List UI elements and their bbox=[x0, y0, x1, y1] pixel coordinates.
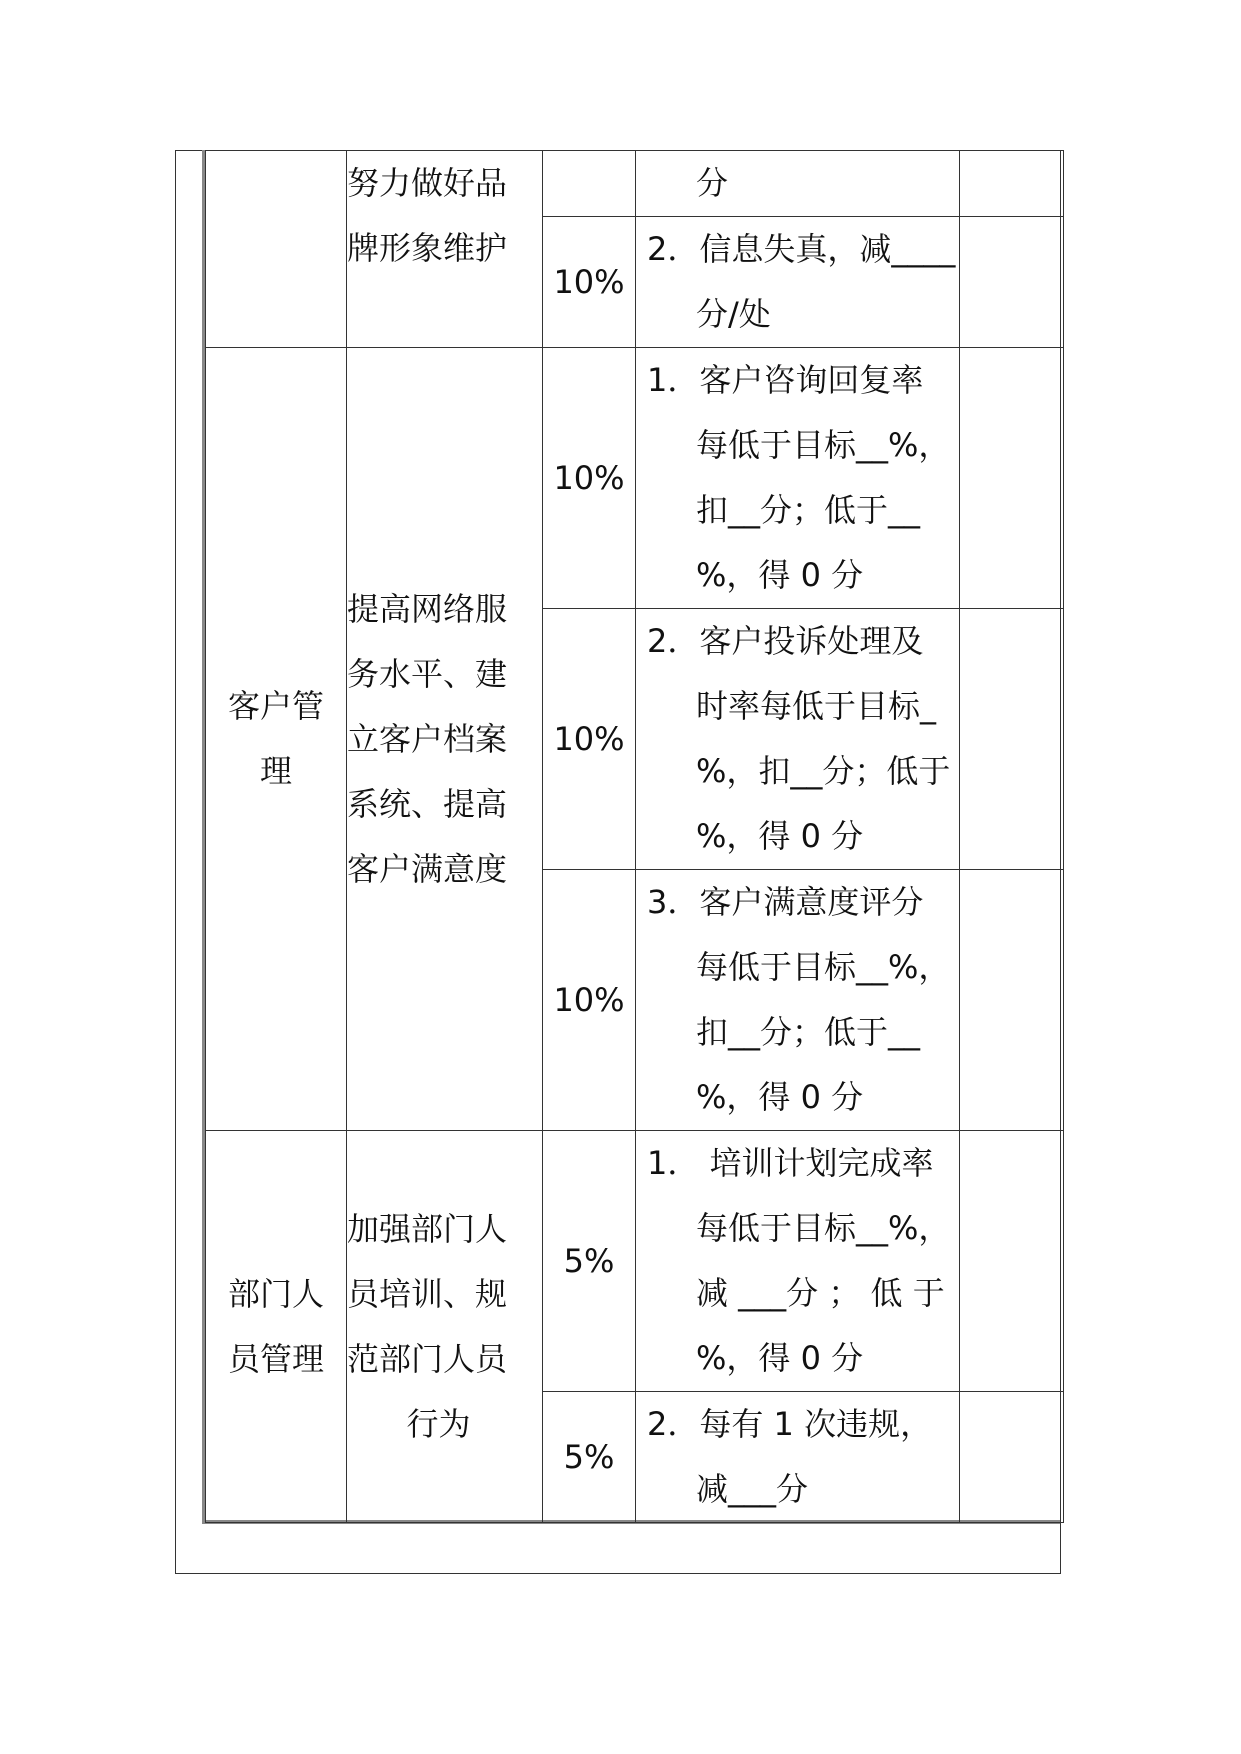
criteria-line: 减___分 bbox=[696, 1470, 809, 1508]
table-row bbox=[206, 151, 1064, 217]
criteria-line: %，得 0 分 bbox=[696, 817, 864, 855]
criteria-cell bbox=[636, 1131, 960, 1392]
table-row bbox=[206, 1131, 1064, 1392]
score-cell bbox=[960, 348, 1064, 609]
criteria-line: 每低于目标__%， bbox=[696, 948, 951, 986]
assessment-table bbox=[205, 150, 1064, 1523]
goal-line: 范部门人员 bbox=[347, 1339, 508, 1378]
criteria-line: 2．每有 1 次违规， bbox=[647, 1405, 933, 1443]
criteria-cell bbox=[636, 609, 960, 870]
weight-cell: 10% bbox=[543, 870, 636, 1131]
goal-line: 务水平、建 bbox=[347, 654, 508, 693]
goal-line: 客户满意度 bbox=[347, 849, 508, 888]
criteria-line: 每低于目标__%， bbox=[696, 426, 951, 464]
criteria-cell bbox=[636, 348, 960, 609]
category-line: 员管理 bbox=[227, 1339, 324, 1378]
score-cell bbox=[960, 151, 1064, 217]
criteria-line: 2．客户投诉处理及 bbox=[647, 622, 924, 660]
weight-cell: 10% bbox=[543, 348, 636, 609]
score-cell bbox=[960, 1392, 1064, 1523]
table-row bbox=[206, 348, 1064, 609]
goal-line: 提高网络服 bbox=[347, 589, 508, 628]
goal-line: 行为 bbox=[406, 1404, 471, 1443]
goal-line: 努力做好品 bbox=[347, 164, 508, 202]
criteria-cell bbox=[636, 870, 960, 1131]
criteria-line: 时率每低于目标_ bbox=[696, 687, 937, 725]
goal-cell bbox=[347, 1131, 543, 1523]
criteria-line: 分 bbox=[696, 164, 729, 202]
weight-cell: 10% bbox=[543, 609, 636, 870]
criteria-line: %，得 0 分 bbox=[696, 1339, 864, 1377]
criteria-cell bbox=[636, 217, 960, 348]
criteria-line: %，扣__分；低于 bbox=[696, 752, 951, 790]
weight-cell: 5% bbox=[543, 1131, 636, 1392]
category-cell bbox=[206, 151, 347, 348]
criteria-line: %，得 0 分 bbox=[696, 1078, 864, 1116]
criteria-line: 减 ___分 ； 低 于 bbox=[696, 1274, 945, 1312]
goal-cell bbox=[347, 348, 543, 1131]
criteria-line: %，得 0 分 bbox=[696, 556, 864, 594]
weight-cell: 10% bbox=[543, 217, 636, 348]
category-line: 客户管 bbox=[227, 687, 324, 725]
weight-cell: 5% bbox=[543, 1392, 636, 1523]
score-cell bbox=[960, 1131, 1064, 1392]
criteria-cell bbox=[636, 151, 960, 217]
goal-line: 立客户档案 bbox=[347, 719, 508, 758]
goal-line: 加强部门人 bbox=[347, 1209, 508, 1248]
criteria-line: 1．客户咨询回复率 bbox=[647, 361, 924, 399]
score-cell bbox=[960, 609, 1064, 870]
goal-cell bbox=[347, 151, 543, 348]
score-cell bbox=[960, 870, 1064, 1131]
category-line: 理 bbox=[259, 752, 292, 790]
criteria-line: 每低于目标__%， bbox=[696, 1209, 951, 1247]
category-line: 部门人 bbox=[227, 1274, 324, 1313]
weight-cell bbox=[543, 151, 636, 217]
criteria-line: 分/处 bbox=[696, 295, 771, 333]
criteria-line: 3．客户满意度评分 bbox=[647, 883, 924, 921]
goal-line: 牌形象维护 bbox=[347, 229, 508, 267]
criteria-line: 1． 培训计划完成率 bbox=[647, 1144, 934, 1182]
goal-line: 系统、提高 bbox=[347, 784, 508, 823]
criteria-line: 扣__分；低于__ bbox=[696, 491, 921, 529]
goal-line: 员培训、规 bbox=[347, 1274, 508, 1313]
criteria-cell bbox=[636, 1392, 960, 1523]
category-cell bbox=[206, 348, 347, 1131]
category-cell bbox=[206, 1131, 347, 1523]
score-cell bbox=[960, 217, 1064, 348]
criteria-line: 2．信息失真，减____ bbox=[647, 230, 956, 268]
criteria-line: 扣__分；低于__ bbox=[696, 1013, 921, 1051]
